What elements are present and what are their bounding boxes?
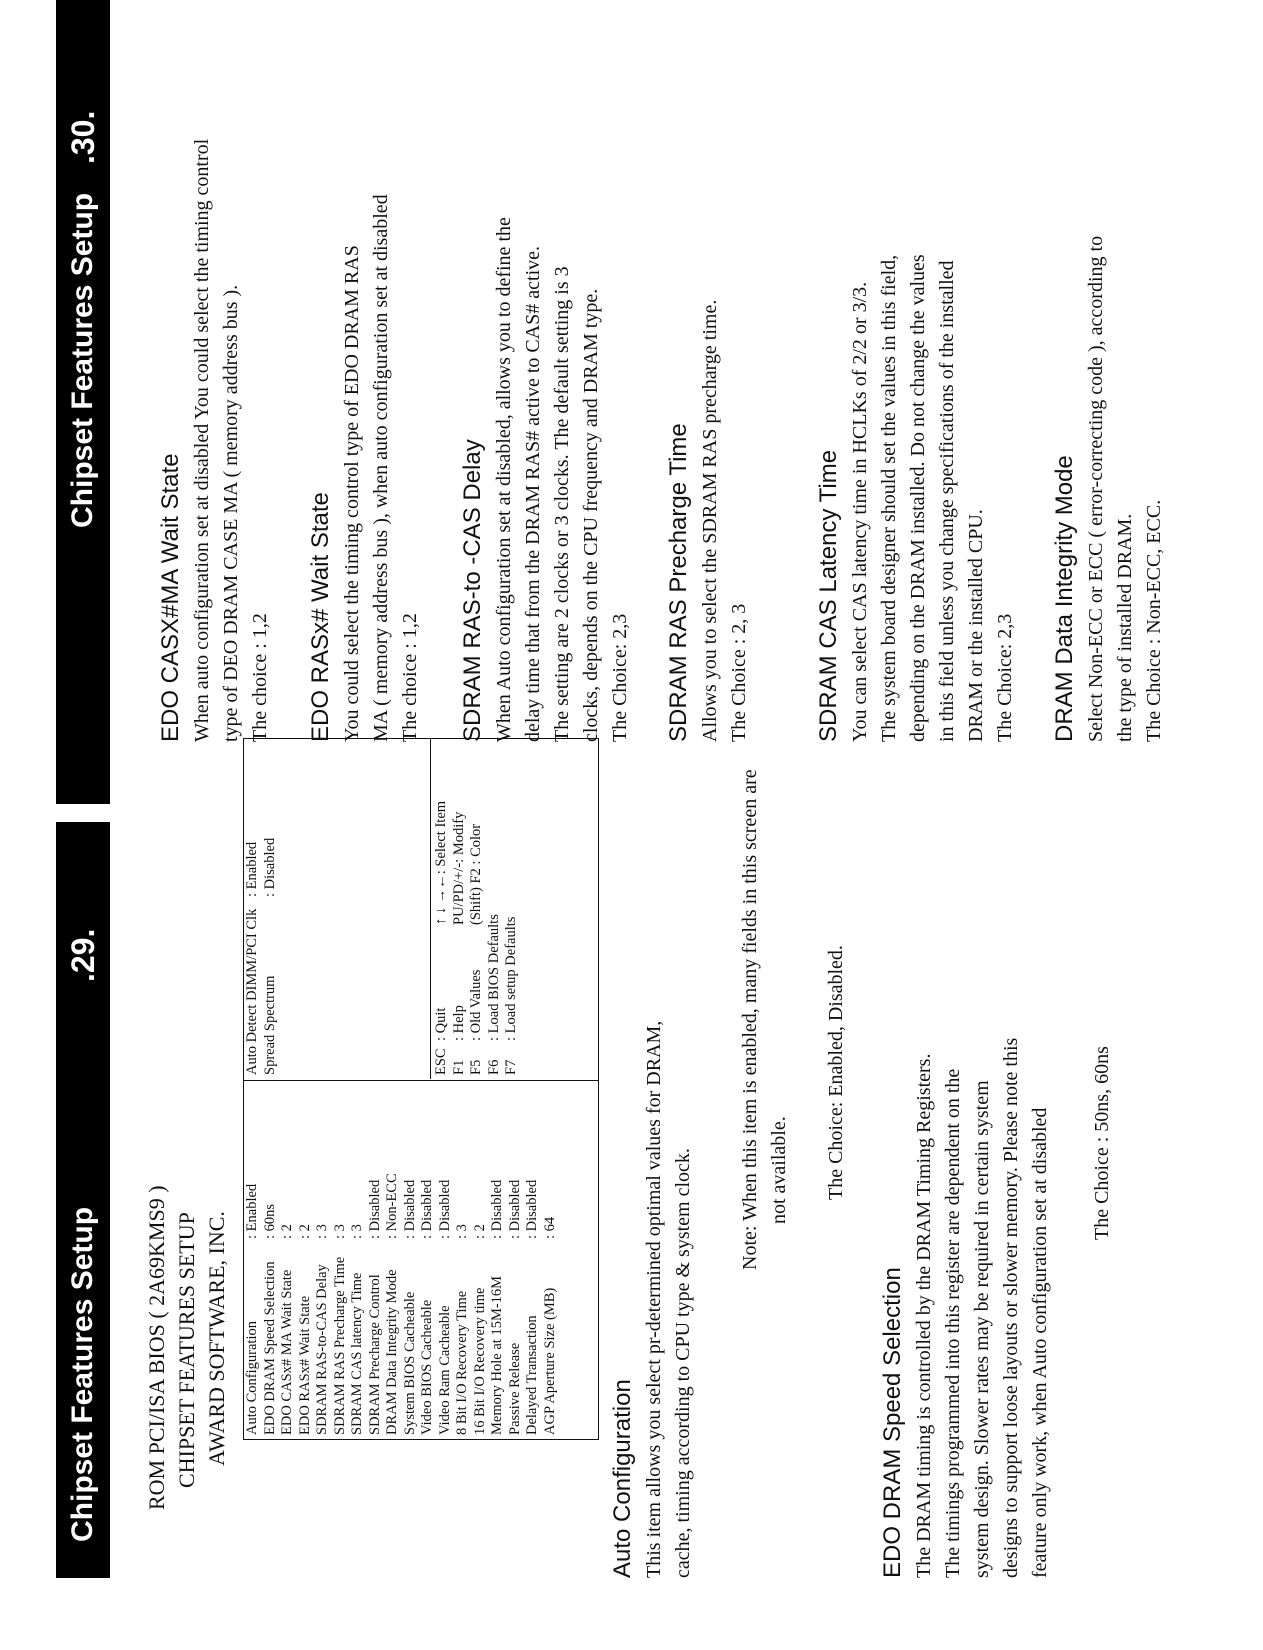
- bios-setting-value: : 64: [541, 1216, 558, 1239]
- bios-setting-label: DRAM Data Integrity Mode: [384, 1269, 400, 1435]
- bios-setting-row: [507, 1081, 525, 1439]
- bios-setting-row: [472, 1081, 490, 1439]
- bios-setup-screen: [243, 738, 599, 1440]
- bios-setting-label: Memory Hole at 15M-16M: [489, 1275, 505, 1435]
- bios-setting-value: : 3: [349, 1224, 365, 1239]
- bios-extra-settings: [244, 739, 431, 1079]
- bios-setting-label: SDRAM Precharge Control: [366, 1274, 383, 1435]
- bios-setting-row: [244, 1081, 262, 1439]
- section-body: [188, 139, 275, 742]
- body-line: You can select CAS latency time in HCLKs of 2/2 or 3/3.: [849, 281, 871, 742]
- right-header-title: Chipset Features Setup: [66, 192, 99, 528]
- bios-setting-value: : Disabled: [366, 1179, 383, 1239]
- body-line: The Choice : Non-ECC, ECC.: [1143, 499, 1165, 742]
- key-name: F6: [485, 1059, 502, 1075]
- bios-setting-row: [402, 1081, 420, 1439]
- bios-header-line: ROM PCI/ISA BIOS ( 2A69KMS9 ): [144, 1185, 169, 1510]
- auto-config-title: Auto Configuration: [609, 1379, 636, 1578]
- bios-setting-row: [332, 1081, 350, 1439]
- body-line: The Choice: 2,3: [994, 613, 1016, 742]
- section-body: [338, 194, 425, 742]
- note-line: Note: When this item is enabled, many fields in this screen are: [739, 769, 761, 1270]
- key-extra: PU/PD/+/-: Modify: [450, 811, 467, 925]
- body-line: type of DEO DRAM CASE MA ( memory address bus ).: [220, 284, 242, 742]
- body-line: designs to support loose layouts or slower memory. Please note this: [1000, 1037, 1022, 1578]
- bios-setting-label: Auto Configuration: [244, 1321, 260, 1435]
- bios-setting-row: [262, 1081, 280, 1439]
- bios-setting-label: EDO RASx# Wait State: [296, 1295, 313, 1435]
- bios-setting-label: SDRAM CAS latency Time: [349, 1272, 365, 1435]
- key-legend-row: [451, 739, 469, 1075]
- key-name: F7: [503, 1059, 519, 1075]
- key-desc: : Quit: [433, 1007, 449, 1041]
- auto-config-body: [640, 1021, 698, 1578]
- bios-setting-label: Video BIOS Cacheable: [419, 1299, 435, 1435]
- key-extra: (Shift) F2 : Color: [468, 823, 484, 925]
- section-title: EDO CASX#MA Wait State: [157, 453, 184, 742]
- body-line: delay time that from the DRAM RAS# active to CAS# active.: [522, 245, 544, 742]
- body-line: When auto configuration set at disabled You could select the timing control: [191, 138, 213, 742]
- bios-setting-row: [279, 1081, 297, 1439]
- bios-header-line: CHIPSET FEATURES SETUP: [174, 1212, 199, 1488]
- bios-setting-value: : Enabled: [244, 1183, 260, 1239]
- body-line: DRAM or the installed CPU.: [965, 509, 987, 742]
- body-line: You could select the timing control type of EDO DRAM RAS: [341, 245, 363, 742]
- body-line: in this field unless you change specifications of the installed: [936, 260, 958, 742]
- bios-setting-value: : Disabled: [261, 837, 278, 897]
- body-line: The setting are 2 clocks or 3 clocks. The default setting is 3: [551, 266, 573, 742]
- right-page-header: [56, 0, 110, 804]
- bios-setting-label: Auto Detect DIMM/PCI Clk: [244, 908, 260, 1075]
- body-line: depending on the DRAM installed. Do not change the values: [907, 254, 929, 742]
- body-line: The Choice : 2, 3: [728, 603, 750, 742]
- bios-setting-label: SDRAM RAS Precharge Time: [331, 1256, 348, 1435]
- bios-setting-label: 8 Bit I/O Recovery Time: [454, 1290, 470, 1435]
- key-desc: : Load BIOS Defaults: [485, 914, 502, 1041]
- edo-speed-choice: The Choice : 50ns, 60ns: [1091, 1046, 1113, 1240]
- bios-key-legend: [432, 739, 521, 1079]
- bios-setting-value: : 2: [296, 1224, 313, 1239]
- section-body: [696, 300, 754, 742]
- left-page-number: .29.: [65, 928, 101, 982]
- key-desc: : Load setup Defaults: [503, 916, 519, 1041]
- note-line: not available.: [768, 1116, 790, 1224]
- section-body: [490, 217, 635, 742]
- body-line: Select Non-ECC or ECC ( error-correcting code ), according to: [1085, 235, 1107, 742]
- bios-setting-value: : Disabled: [506, 1179, 523, 1239]
- body-line: The choice : 1,2: [249, 613, 271, 742]
- bios-setting-value: : 2: [279, 1224, 295, 1239]
- bios-setting-value: : 60ns: [261, 1203, 278, 1239]
- bios-header: [142, 1185, 232, 1510]
- body-line: clocks, depends on the CPU frequency and DRAM type.: [580, 288, 602, 742]
- section-body: [1082, 236, 1169, 742]
- bios-setting-row: [262, 739, 280, 1079]
- bios-setting-value: : Disabled: [489, 1179, 505, 1239]
- bios-setting-row: [384, 1081, 402, 1439]
- key-name: F5: [468, 1059, 484, 1075]
- section-title: SDRAM CAS Latency Time: [815, 449, 842, 742]
- bios-setting-row: [349, 1081, 367, 1439]
- left-header-title: Chipset Features Setup: [66, 1206, 99, 1542]
- body-line: cache, timing according to CPU type & system clock.: [672, 1148, 694, 1578]
- key-name: ESC: [433, 1048, 449, 1075]
- bios-setting-value: : 3: [314, 1224, 330, 1239]
- bios-setting-label: Video Ram Cacheable: [436, 1305, 453, 1435]
- right-page-number: .30.: [65, 110, 101, 164]
- bios-setting-label: Delayed Transaction: [524, 1315, 540, 1435]
- bios-setting-row: [524, 1081, 542, 1439]
- edo-speed-body: [910, 1038, 1055, 1578]
- bios-setting-row: [244, 739, 262, 1079]
- section-body: [846, 254, 1020, 742]
- bios-setting-label: SDRAM RAS-to-CAS Delay: [314, 1264, 330, 1435]
- section-title: EDO RASx# Wait State: [307, 492, 334, 742]
- bios-setting-row: [454, 1081, 472, 1439]
- bios-header-line: AWARD SOFTWARE, INC.: [204, 1211, 229, 1466]
- bios-setting-value: : Disabled: [524, 1179, 540, 1239]
- bios-setting-label: EDO DRAM Speed Selection: [261, 1261, 278, 1435]
- bios-setting-label: EDO CASx# MA Wait State: [279, 1269, 295, 1435]
- bios-setting-row: [419, 1081, 437, 1439]
- body-line: When Auto configuration set at disabled, allows you to define the: [493, 217, 515, 742]
- key-legend-row: [468, 739, 486, 1075]
- bios-setting-label: AGP Aperture Size (MB): [541, 1287, 558, 1435]
- key-desc: : Help: [450, 1005, 467, 1041]
- section-title: SDRAM RAS Precharge Time: [665, 423, 692, 742]
- body-line: The system board designer should set the values in this field,: [878, 254, 900, 742]
- bios-setting-row: [489, 1081, 507, 1439]
- bios-setting-value: : 2: [471, 1224, 488, 1239]
- key-legend-row: [433, 739, 451, 1075]
- bios-setting-label: System BIOS Cacheable: [401, 1291, 418, 1435]
- bios-setting-value: : 3: [454, 1224, 470, 1239]
- bios-setting-value: : 3: [331, 1224, 348, 1239]
- key-extra: ↑ ↓ →←: Select Item: [433, 800, 449, 925]
- auto-config-choice: The Choice: Enabled, Disabled.: [825, 945, 847, 1200]
- bios-setting-row: [314, 1081, 332, 1439]
- bios-setting-value: : Non-ECC: [384, 1173, 400, 1239]
- body-line: feature only work, when Auto configuration set at disabled: [1029, 1107, 1051, 1578]
- section-title: DRAM Data Integrity Mode: [1051, 455, 1078, 742]
- bios-setting-value: : Enabled: [244, 841, 260, 897]
- body-line: The DRAM timing is controlled by the DRAM Timing Registers.: [913, 1053, 935, 1578]
- bios-setting-row: [437, 1081, 455, 1439]
- key-desc: : Old Values: [468, 969, 484, 1041]
- key-legend-row: [486, 739, 504, 1075]
- bios-setting-label: 16 Bit I/O Recovery time: [471, 1287, 488, 1435]
- key-name: F1: [450, 1059, 467, 1075]
- body-line: The timings programmed into this register are dependent on the: [942, 1068, 964, 1578]
- edo-speed-title: EDO DRAM Speed Selection: [879, 1267, 906, 1578]
- bios-setting-row: [542, 1081, 560, 1439]
- key-legend-row: [503, 739, 521, 1075]
- body-line: the type of installed DRAM.: [1114, 513, 1136, 742]
- body-line: Allows you to select the SDRAM RAS precharge time.: [699, 299, 721, 742]
- section-title: SDRAM RAS-to -CAS Delay: [459, 439, 486, 742]
- body-line: The Choice: 2,3: [609, 613, 631, 742]
- bios-setting-value: : Disabled: [419, 1179, 435, 1239]
- bios-setting-row: [297, 1081, 315, 1439]
- body-line: This item allows you select pr-determined optimal values for DRAM,: [643, 1020, 665, 1578]
- bios-setting-value: : Disabled: [401, 1179, 418, 1239]
- auto-config-note: [736, 769, 794, 1270]
- body-line: The choice : 1,2: [399, 613, 421, 742]
- bios-setting-row: [367, 1081, 385, 1439]
- body-line: system design. Slower rates may be required in certain system: [971, 1080, 993, 1578]
- body-line: MA ( memory address bus ), when auto configuration set at disabled: [370, 194, 392, 742]
- bios-settings-list: [244, 1080, 598, 1439]
- bios-setting-value: : Disabled: [436, 1179, 453, 1239]
- left-page-header: [56, 822, 110, 1578]
- bios-setting-label: Spread Spectrum: [261, 975, 278, 1075]
- bios-setting-label: Passive Release: [506, 1342, 523, 1435]
